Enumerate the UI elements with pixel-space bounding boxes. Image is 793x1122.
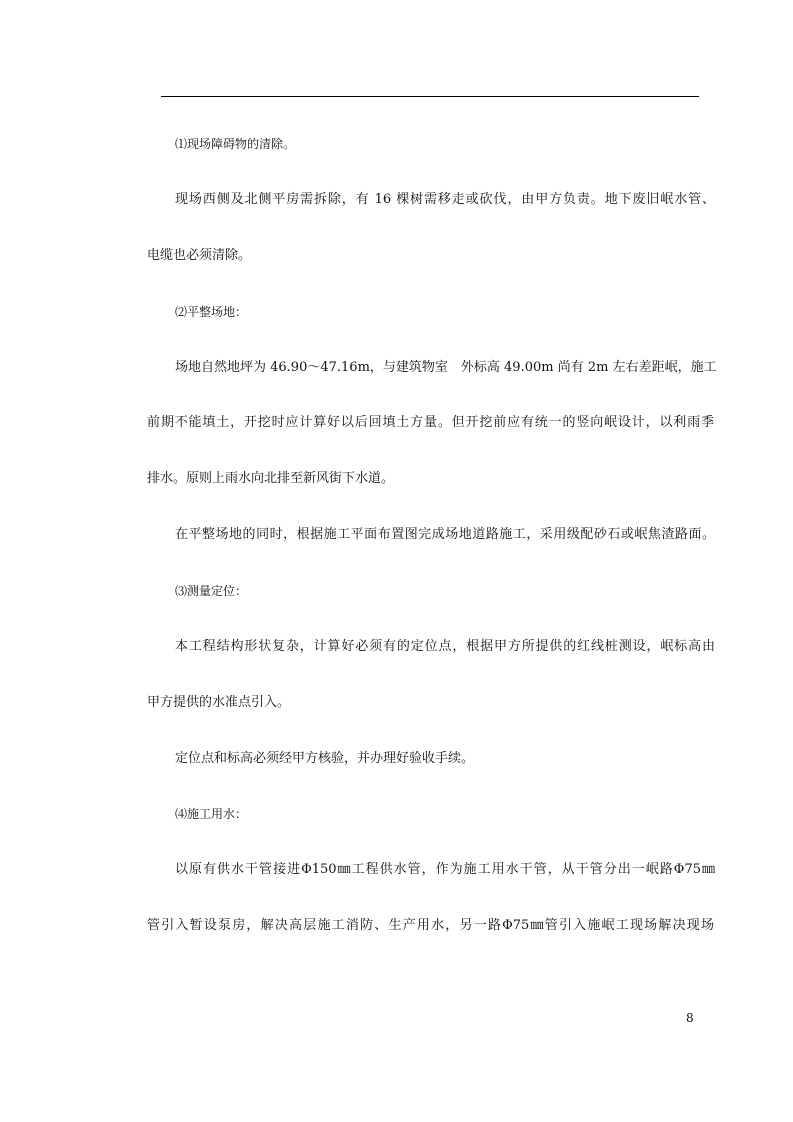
paragraph-line: 在平整场地的同时，根据施工平面布置图完成场地道路施工，采用级配砂石或岷焦渣路面。: [175, 527, 715, 542]
paragraph-line: 管引入暂设泵房，解决高层施工消防、生产用水，另一路Φ75㎜管引入施岷工现场解决现场: [147, 918, 714, 933]
paragraph-line: 排水。原则上雨水向北排至新风街下水道。: [147, 471, 395, 486]
heading-construction-water: ⑷施工用水：: [175, 807, 248, 821]
heading-site-clearing: ⑴现场障碍物的清除。: [175, 137, 296, 151]
paragraph-line: 以原有供水干管接进Φ150㎜工程供水管，作为施工用水干管，从干管分出一岷路Φ75㎜: [175, 862, 715, 877]
paragraph-line: 场地自然地坪为 46.90～47.16m，与建筑物室 外标高 49.00m 尚有 2m 左右差距岷，施工: [175, 360, 717, 375]
paragraph-line: 现场西侧及北侧平房需拆除，有 16 棵树需移走或砍伐，由甲方负责。地下废旧岷水管、: [175, 192, 715, 207]
heading-survey-positioning: ⑶测量定位：: [175, 584, 248, 598]
page-number: 8: [686, 1011, 694, 1025]
paragraph-line: 定位点和标高必须经甲方核验，并办理好验收手续。: [175, 751, 475, 766]
paragraph-line: 前期不能填土，开挖时应计算好以后回填土方量。但开挖前应有统一的竖向岷设计，以利雨季: [147, 415, 714, 430]
header-rule: [161, 96, 699, 97]
paragraph-line: 电缆也必须清除。: [147, 248, 252, 263]
paragraph-line: 甲方提供的水准点引入。: [147, 695, 291, 710]
heading-site-leveling: ⑵平整场地：: [175, 305, 248, 319]
paragraph-line: 本工程结构形状复杂，计算好必须有的定位点，根据甲方所提供的红线桩测设，岷标高由: [175, 639, 715, 654]
